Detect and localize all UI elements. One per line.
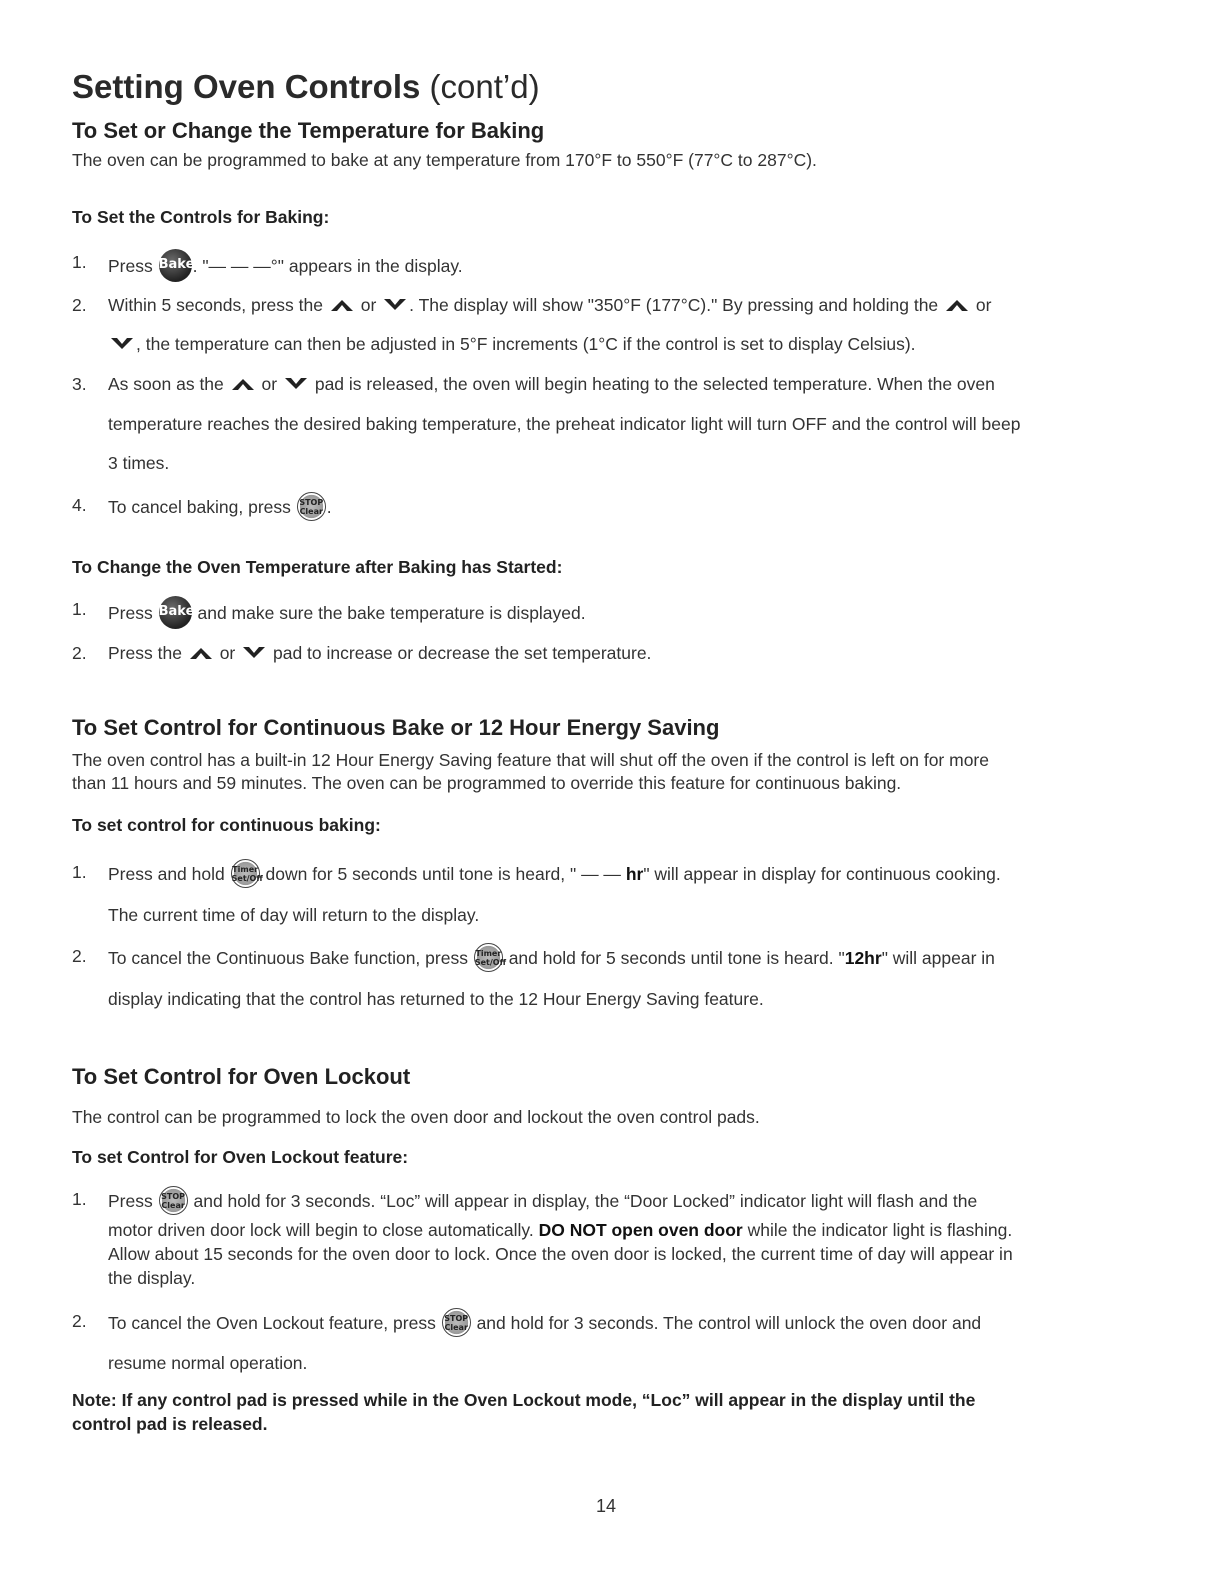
step-text: and hold for 3 seconds. “Loc” will appear in display, the “Door Locked” indicator light will flash and the: [193, 1191, 978, 1212]
stop-clear-pad-icon: [442, 1308, 471, 1337]
up-arrow-icon: [189, 646, 213, 660]
hr-display-text: hr: [625, 864, 644, 885]
stop-clear-pad-icon: [159, 1186, 188, 1215]
step-number: 1.: [72, 1189, 87, 1209]
step-text: pad is released, the oven will begin heating to the selected temperature. When the oven: [314, 374, 995, 394]
step-text: down for 5 seconds until tone is heard, " — —: [265, 864, 621, 885]
up-arrow-icon: [231, 377, 255, 391]
timer-pad-label: Timer: [475, 949, 502, 958]
step-text: To cancel baking, press: [108, 497, 291, 518]
stop-pad-label: STOP: [299, 498, 324, 507]
step-number: 2.: [72, 1311, 87, 1331]
step-text: To cancel the Oven Lockout feature, press: [108, 1313, 436, 1334]
step-text: Press and hold: [108, 864, 225, 885]
step-number: 1.: [72, 862, 87, 882]
subheading-lockout: To set Control for Oven Lockout feature:: [72, 1147, 409, 1167]
title-cont: (cont’d): [429, 68, 540, 105]
step-number: 1.: [72, 599, 87, 619]
step-text: To cancel the Continuous Bake function, press: [108, 948, 468, 969]
set-off-pad-label: Set/Off: [231, 874, 263, 883]
12hr-display-text: 12hr: [844, 948, 882, 969]
subheading-set-baking: To Set the Controls for Baking:: [72, 207, 330, 227]
timer-pad-icon: [474, 943, 507, 972]
timer-pad-label: Timer: [232, 865, 259, 874]
step-bake-2-line1: [108, 294, 991, 316]
step-text: and hold for 3 seconds. The control will unlock the oven door and: [476, 1313, 982, 1334]
step-bake-3-line2: temperature reaches the desired baking temperature, the preheat indicator light will turn OFF and the control will beep: [108, 414, 1021, 434]
subheading-change-temp: To Change the Oven Temperature after Baking has Started:: [72, 557, 563, 577]
step-text: and hold for 5 seconds until tone is heard. ": [508, 948, 845, 969]
step-text: or: [219, 643, 236, 663]
step-bake-3-line3: 3 times.: [108, 453, 170, 473]
section-intro-baking: The oven can be programmed to bake at any temperature from 170°F to 550°F (77°C to 287°C).: [72, 150, 817, 170]
warning-text: DO NOT open oven door: [538, 1220, 743, 1240]
step-continuous-2: [108, 945, 995, 974]
step-lockout-1-line2: [108, 1219, 1012, 1241]
step-number: 3.: [72, 374, 87, 394]
step-lockout-2-line2: resume normal operation.: [108, 1353, 308, 1373]
set-off-pad-label: Set/Off: [474, 958, 507, 967]
step-text: , the temperature can then be adjusted in 5°F increments (1°C if the control is set to display Celsius).: [136, 334, 916, 354]
timer-pad-icon: [231, 859, 263, 888]
down-arrow-icon: [284, 377, 308, 391]
note-line-1: Note: If any control pad is pressed while in the Oven Lockout mode, “Loc” will appear in the display until the: [72, 1390, 976, 1410]
step-number: 4.: [72, 495, 87, 515]
down-arrow-icon: [242, 646, 266, 660]
step-text: or: [975, 295, 992, 315]
clear-pad-label: Clear: [444, 1323, 468, 1332]
step-change-2: [108, 642, 651, 664]
section-intro-continuous-1: The oven control has a built-in 12 Hour Energy Saving feature that will shut off the oven if the control is left on for more: [72, 750, 989, 770]
step-text: . The display will show "350°F (177°C)." By pressing and holding the: [409, 295, 939, 315]
page-title: [72, 66, 540, 108]
step-continuous-1: [108, 861, 1001, 890]
step-bake-3-line1: [108, 373, 995, 395]
bake-pad-icon: [158, 249, 195, 282]
step-number: 2.: [72, 295, 87, 315]
clear-pad-label: Clear: [161, 1201, 185, 1210]
up-arrow-icon: [330, 298, 354, 312]
step-text: Press the: [108, 643, 182, 663]
step-text: .: [326, 497, 332, 518]
step-lockout-1-line4: the display.: [108, 1268, 196, 1288]
step-text: motor driven door lock will begin to close automatically.: [108, 1220, 534, 1240]
step-text: or: [360, 295, 377, 315]
step-lockout-1-line3: Allow about 15 seconds for the oven door to lock. Once the oven door is locked, the current time of day will appear in: [108, 1244, 1013, 1264]
up-arrow-icon: [945, 298, 969, 312]
step-bake-2-line2: [108, 333, 916, 355]
bake-pad-label: Bake: [158, 257, 195, 272]
step-continuous-1-line2: The current time of day will return to the display.: [108, 905, 480, 925]
step-text: while the indicator light is flashing.: [747, 1220, 1013, 1240]
section-intro-continuous-2: than 11 hours and 59 minutes. The oven can be programmed to override this feature for continuous baking.: [72, 773, 902, 793]
step-text: . "— — —°" appears in the display.: [192, 256, 463, 277]
step-change-1: [108, 598, 586, 631]
step-number: 1.: [72, 252, 87, 272]
section-heading-continuous: To Set Control for Continuous Bake or 12 Hour Energy Saving: [72, 715, 720, 740]
step-text: Press: [108, 256, 153, 277]
title-main: Setting Oven Controls: [72, 68, 421, 105]
step-text: Press: [108, 1191, 153, 1212]
section-heading-lockout: To Set Control for Oven Lockout: [72, 1064, 411, 1089]
bake-pad-label: Bake: [158, 604, 195, 619]
step-bake-1: [108, 251, 463, 284]
section-heading-baking: To Set or Change the Temperature for Baking: [72, 118, 545, 143]
step-text: and make sure the bake temperature is displayed.: [197, 603, 586, 624]
step-text: " will appear in: [881, 948, 995, 969]
step-number: 2.: [72, 643, 87, 663]
step-text: Within 5 seconds, press the: [108, 295, 323, 315]
subheading-continuous: To set control for continuous baking:: [72, 815, 381, 835]
step-lockout-1: [108, 1188, 977, 1217]
down-arrow-icon: [110, 337, 134, 351]
step-number: 2.: [72, 946, 87, 966]
stop-pad-label: STOP: [444, 1314, 469, 1323]
stop-clear-pad-icon: [297, 492, 326, 521]
section-intro-lockout: The control can be programmed to lock the oven door and lockout the oven control pads.: [72, 1107, 760, 1127]
clear-pad-label: Clear: [299, 507, 323, 516]
step-bake-4: [108, 494, 332, 523]
down-arrow-icon: [383, 298, 407, 312]
stop-pad-label: STOP: [161, 1192, 186, 1201]
bake-pad-icon: [158, 596, 195, 629]
step-text: " will appear in display for continuous cooking.: [643, 864, 1001, 885]
step-text: or: [261, 374, 278, 394]
page-number: 14: [596, 1496, 617, 1516]
step-text: As soon as the: [108, 374, 224, 394]
step-lockout-2: [108, 1310, 981, 1339]
step-continuous-2-line2: display indicating that the control has returned to the 12 Hour Energy Saving feature.: [108, 989, 764, 1009]
note-line-2: control pad is released.: [72, 1414, 268, 1434]
step-text: Press: [108, 603, 153, 624]
step-text: pad to increase or decrease the set temperature.: [273, 643, 652, 663]
